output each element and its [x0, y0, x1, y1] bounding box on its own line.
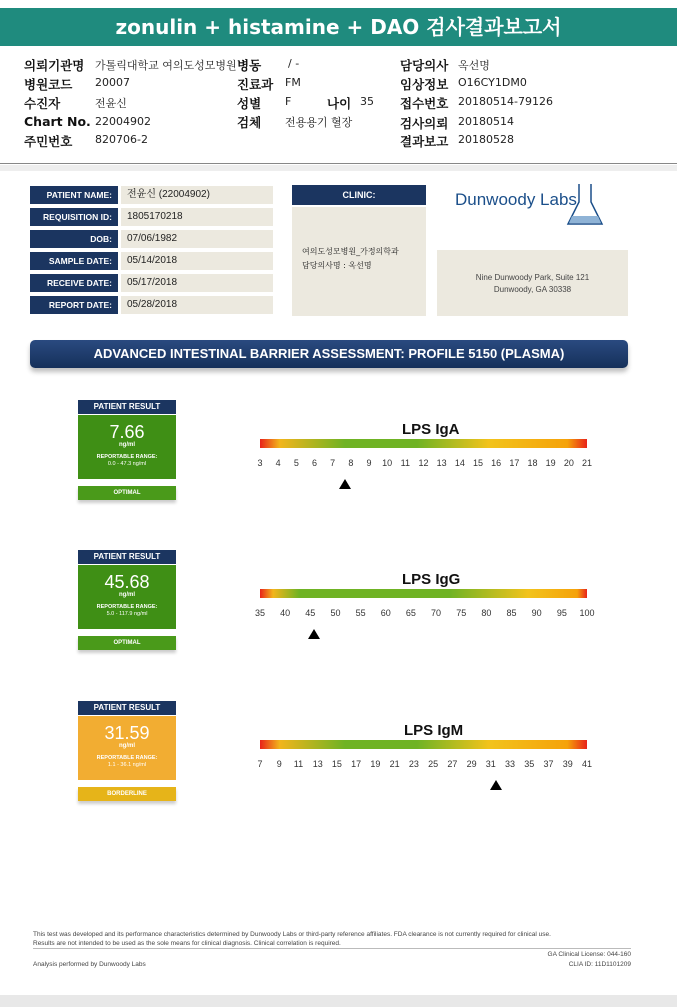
disclaimer-line1: This test was developed and its performance characteristics determined by Dunwoody Labs or third-party reference affiliates. FDA clearance is not currently required for clinical use. — [33, 931, 551, 938]
dept-label: 진료과 — [237, 77, 274, 92]
axis-tick-label: 95 — [556, 608, 567, 618]
axis-tick-label: 23 — [408, 759, 419, 769]
axis-tick-label: 4 — [275, 458, 281, 468]
flask-icon — [565, 182, 605, 228]
result-status: OPTIMAL — [78, 486, 176, 500]
axis-tick-label: 15 — [472, 458, 484, 468]
axis-tick-label: 31 — [485, 759, 496, 769]
result-header: PATIENT RESULT — [78, 701, 176, 715]
axis-tick-label: 35 — [254, 608, 266, 618]
doctor-label: 담당의사 — [400, 58, 449, 73]
assessment-banner: ADVANCED INTESTINAL BARRIER ASSESSMENT: PROFILE 5150 (PLASMA) — [30, 340, 628, 368]
performed-by: Analysis performed by Dunwoody Labs — [33, 961, 146, 968]
chart-title: LPS IgA — [402, 421, 460, 438]
header-shadow — [0, 165, 677, 171]
axis-tick-label: 35 — [524, 759, 535, 769]
receive-date-value: 05/17/2018 — [121, 274, 273, 292]
report-date-label-en: REPORT DATE: — [30, 296, 118, 314]
result-marker — [308, 629, 320, 639]
result-header: PATIENT RESULT — [78, 400, 176, 414]
reportable-range-label: REPORTABLE RANGE: — [96, 755, 158, 761]
axis-tick-label: 10 — [382, 458, 393, 468]
axis-tick-label: 11 — [400, 458, 410, 468]
axis-tick-label: 12 — [418, 458, 429, 468]
result-header: PATIENT RESULT — [78, 550, 176, 564]
report-date-value-en: 05/28/2018 — [121, 296, 273, 314]
axis-tick-label: 50 — [330, 608, 341, 618]
patient-label: 수진자 — [24, 96, 61, 111]
report-title: zonulin + histamine + DAO 검사결과보고서 — [0, 8, 677, 46]
result-marker — [339, 479, 351, 489]
axis-tick-label: 33 — [505, 759, 516, 769]
reportable-range-label: REPORTABLE RANGE: — [96, 454, 158, 460]
reportable-range-value: 0.0 - 47.3 ng/ml — [107, 461, 147, 467]
axis-tick-label: 55 — [355, 608, 366, 618]
patient-value: 전윤신 — [95, 97, 127, 110]
axis-tick-label: 27 — [447, 759, 458, 769]
axis-tick-label: 7 — [330, 458, 336, 468]
range-bar — [260, 740, 587, 749]
sex-value: F — [285, 95, 292, 108]
footer-divider — [33, 948, 631, 949]
dob-value: 07/06/1982 — [121, 230, 273, 248]
reportable-range-label: REPORTABLE RANGE: — [96, 604, 158, 610]
result-value: 45.68 — [104, 572, 150, 592]
axis-tick-label: 21 — [581, 458, 593, 468]
axis-tick-label: 9 — [276, 759, 282, 769]
sample-date-label: SAMPLE DATE: — [30, 252, 118, 270]
hospital-label: 의뢰기관명 — [24, 58, 85, 73]
axis-tick-label: 25 — [428, 759, 439, 769]
result-unit: ng/ml — [119, 592, 135, 598]
result-value: 7.66 — [109, 422, 145, 442]
sex-label: 성별 — [237, 96, 262, 111]
reportable-range-value: 1.1 - 36.1 ng/ml — [107, 762, 147, 768]
lab-address-line2: Dunwoody, GA 30338 — [493, 285, 572, 294]
axis-tick-label: 37 — [543, 759, 554, 769]
chart-title: LPS IgG — [402, 571, 461, 588]
ga-license: GA Clinical License: 044-160 — [547, 951, 631, 958]
result-value: 31.59 — [104, 723, 150, 743]
axis-tick-label: 8 — [348, 458, 354, 468]
clinic-header: CLINIC: — [292, 185, 426, 205]
axis-tick-label: 13 — [312, 759, 323, 769]
dob-label: DOB: — [30, 230, 118, 248]
result-status: OPTIMAL — [78, 636, 176, 650]
axis-tick-label: 85 — [506, 608, 517, 618]
axis-tick-label: 21 — [389, 759, 400, 769]
dept-value: FM — [285, 76, 301, 89]
requisition-id-label: REQUISITION ID: — [30, 208, 118, 226]
axis-tick-label: 65 — [405, 608, 416, 618]
axis-tick-label: 13 — [436, 458, 447, 468]
axis-tick-label: 60 — [380, 608, 391, 618]
report-date-label: 결과보고 — [400, 134, 449, 149]
clinical-info-label: 임상정보 — [400, 77, 449, 92]
resident-no-value: 820706-2 — [95, 133, 148, 146]
axis-tick-label: 16 — [491, 458, 502, 468]
receipt-no-label: 접수번호 — [400, 96, 449, 111]
lab-address-line1: Nine Dunwoody Park, Suite 121 — [475, 273, 590, 282]
age-value: 35 — [360, 95, 374, 108]
lab-address — [437, 250, 628, 316]
axis-tick-label: 29 — [466, 759, 477, 769]
chart-no-label: Chart No. — [24, 114, 91, 129]
axis-tick-label: 5 — [293, 458, 299, 468]
axis-tick-label: 18 — [527, 458, 538, 468]
axis-tick-label: 11 — [293, 759, 304, 769]
receipt-no-value: 20180514-79126 — [458, 95, 553, 108]
result-unit: ng/ml — [119, 743, 135, 749]
axis-tick-label: 45 — [305, 608, 316, 618]
range-bar — [260, 589, 587, 598]
range-bar — [260, 439, 587, 448]
request-date-value: 20180514 — [458, 115, 514, 128]
axis-tick-label: 90 — [531, 608, 542, 618]
chart-title: LPS IgM — [404, 722, 464, 739]
result-box — [78, 565, 176, 629]
report-date-value: 20180528 — [458, 133, 514, 146]
result-status: BORDERLINE — [78, 787, 176, 801]
reportable-range-value: 5.0 - 117.9 ng/ml — [106, 611, 148, 617]
axis-tick-label: 6 — [311, 458, 318, 468]
result-unit: ng/ml — [119, 442, 135, 448]
axis-tick-label: 20 — [563, 458, 574, 468]
result-box — [78, 716, 176, 780]
axis-tick-label: 15 — [331, 759, 342, 769]
axis-tick-label: 100 — [579, 608, 595, 618]
result-marker — [490, 780, 502, 790]
hospital-value: 가톨릭대학교 여의도성모병원 — [95, 59, 237, 72]
axis-tick-label: 17 — [351, 759, 362, 769]
axis-tick-label: 39 — [562, 759, 573, 769]
request-date-label: 검사의뢰 — [400, 116, 449, 131]
header-divider — [0, 163, 677, 164]
axis-tick-label: 17 — [509, 458, 520, 468]
axis-tick-label: 7 — [257, 759, 263, 769]
axis-tick-label: 19 — [370, 759, 381, 769]
patient-name-value: 전윤신 (22004902) — [121, 186, 273, 204]
doctor-value: 옥선명 — [458, 59, 490, 72]
axis-tick-label: 41 — [581, 759, 593, 769]
chart-no-value: 22004902 — [95, 115, 151, 128]
hospital-code-value: 20007 — [95, 76, 130, 89]
clinic-box — [292, 207, 426, 316]
axis-tick-label: 3 — [257, 458, 263, 468]
clinic-doctor: 담당의사명 : 옥선명 — [302, 261, 372, 270]
receive-date-label: RECEIVE DATE: — [30, 274, 118, 292]
specimen-label: 검체 — [237, 115, 262, 130]
axis-tick-label: 75 — [456, 608, 467, 618]
ward-label: 병동 — [237, 58, 262, 73]
clia-id: CLIA ID: 11D1101209 — [568, 961, 631, 968]
patient-name-label: PATIENT NAME: — [30, 186, 118, 204]
axis-tick-label: 19 — [545, 458, 556, 468]
axis-tick-label: 70 — [431, 608, 442, 618]
specimen-value: 전용용기 혈장 — [285, 116, 353, 129]
result-box — [78, 415, 176, 479]
axis-tick-label: 9 — [366, 458, 372, 468]
sample-date-value: 05/14/2018 — [121, 252, 273, 270]
resident-no-label: 주민번호 — [24, 134, 73, 149]
bottom-bar — [0, 995, 677, 1007]
ward-value: / - — [288, 57, 300, 70]
axis-tick-label: 80 — [481, 608, 492, 618]
requisition-id-value: 1805170218 — [121, 208, 273, 226]
hospital-code-label: 병원코드 — [24, 77, 73, 92]
axis-tick-label: 14 — [454, 458, 465, 468]
lab-name: Dunwoody Labs — [455, 190, 577, 209]
clinic-name: 여의도성모병원_가정의학과 — [302, 247, 399, 256]
age-label: 나이 — [327, 96, 352, 111]
disclaimer-line2: Results are not intended to be used as the sole means for clinical diagnosis. Clinical correlation is required. — [33, 940, 341, 947]
clinical-info-value: O16CY1DM0 — [458, 76, 527, 89]
axis-tick-label: 40 — [280, 608, 291, 618]
lab-logo — [455, 190, 577, 210]
